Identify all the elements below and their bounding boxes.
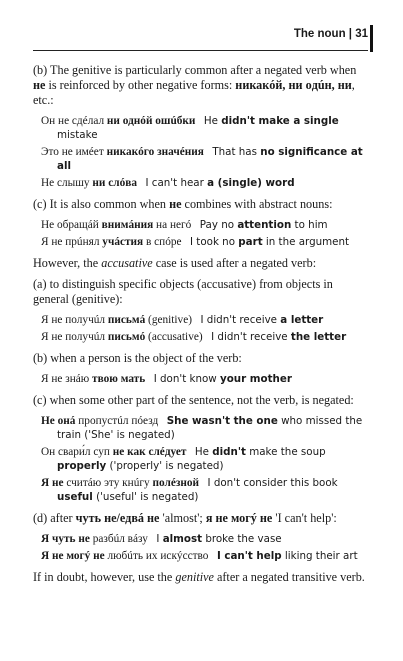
paragraph-b: (b) when a person is the object of the verb: (33, 351, 242, 365)
examples-b (33, 114, 368, 190)
examples-b-person (33, 372, 368, 386)
paragraph-b-genitive: (b) The genitive is particularly common after a negated verb when не is reinforced by other negative forms: никакóй, ни oдúн, ни, etc.: (33, 63, 357, 107)
paragraph-c-abstract: (c) It is also common when не combines with abstract nouns: (33, 197, 333, 211)
page-body (33, 63, 368, 591)
example-line: Не обращáй внимáния на негó Pay no attention to him (41, 219, 328, 231)
running-header (33, 28, 368, 48)
examples-d (33, 532, 368, 563)
paragraph-c: (c) when some other part of the sentence, not the verb, is negated: (33, 393, 354, 407)
paragraph-d: (d) after чуть не/едвá не 'almost'; я не могý не 'I can't help': (33, 511, 337, 525)
examples-a (33, 313, 368, 344)
example-line: Не онá пропустúл пóезд She wasn't the one who missed the train ('She' is negated) (41, 415, 363, 441)
example-line: Я чуть не разбúл вáзу I almost broke the vase (41, 533, 282, 545)
example-line: Я не получúл письмó (accusative) I didn't receive the letter (41, 331, 347, 343)
example-line: Не слышу ни слóва I can't hear a (single) word (41, 177, 295, 189)
paragraph-final: If in doubt, however, use the genitive after a negated transitive verb. (33, 570, 365, 584)
example-line: Это не имéет никакóго значéния That has no significance at all (41, 146, 363, 172)
example-line: Я не знáю твою мать I don't know your mother (41, 373, 292, 385)
running-head-text: The noun | 31 (293, 28, 368, 40)
example-line: Я не считáю эту кнúгу полéзной I don't consider this book useful ('useful' is negated) (41, 477, 338, 503)
header-bar (370, 25, 373, 52)
paragraph-accusative: However, the accusative case is used after a negated verb: (33, 256, 317, 270)
example-line: Он свари́л суп не как слéдует He didn't make the soup properly ('properly' is negated) (41, 446, 326, 472)
example-line: Я не могý не любúть их искýсство I can't help liking their art (41, 550, 358, 562)
header-rule (33, 50, 368, 51)
example-line: Я не получúл письмá (genitive) I didn't receive a letter (41, 314, 324, 326)
examples-c-negated (33, 414, 368, 504)
paragraph-a: (a) to distinguish specific objects (accusative) from objects in general (genitive): (33, 277, 333, 306)
example-line: Я не прúнял учáстия в спóре I took no part in the argument (41, 236, 350, 248)
examples-c (33, 218, 368, 249)
example-line: Он не сдéлал ни однóй oшúбки He didn't make a single mistake (41, 115, 339, 141)
